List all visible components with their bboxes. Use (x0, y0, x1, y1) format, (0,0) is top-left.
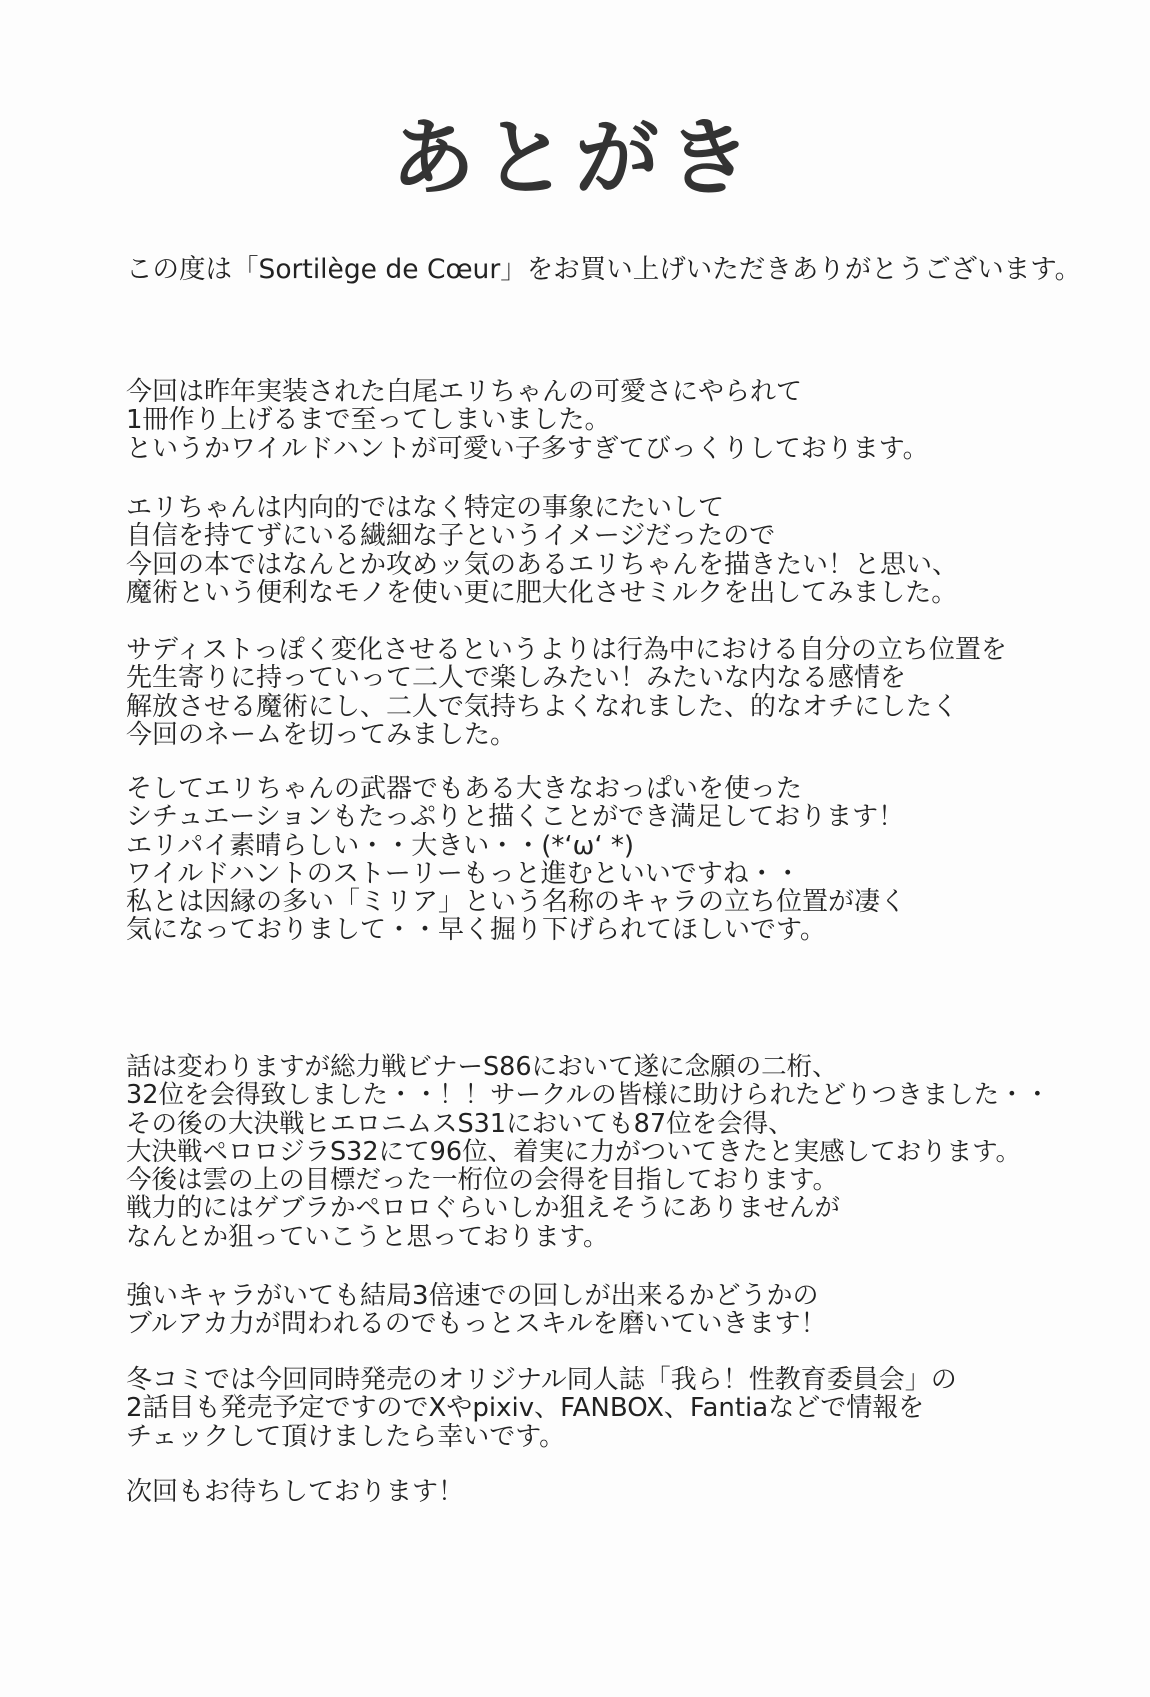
text-line: 話は変わりますが総力戦ビナーS86において遂に念願の二桁、 (126, 1052, 838, 1082)
text-line: 大決戦ペロロジラS32にて96位、着実に力がついてきたと実感しております。 (126, 1136, 1022, 1167)
text-line: 1冊作り上げるまで至ってしまいました。 (126, 405, 611, 436)
page-title: あとがき (390, 109, 759, 207)
text-line: そしてエリちゃんの武器でもある大きなおっぱいを使った (126, 774, 803, 804)
text-line: エリちゃんは内向的ではなく特定の事象にたいして (126, 493, 725, 523)
text-line: ワイルドハントのストーリーもっと進むといいですね・・ (126, 858, 801, 889)
text-line: サディストっぽく変化させるというよりは行為中における自分の立ち位置を (126, 635, 1007, 665)
text-line: 2話目も発売予定ですのでXやpixiv、FANBOX、Fantiaなどで情報を (126, 1393, 925, 1424)
text-line: 次回もお待ちしております！ (126, 1477, 465, 1507)
paragraph-5 (126, 1053, 1050, 1251)
text-line: 32位を会得致しました・・！！サークルの皆様に助けられたどりつきました・・ (126, 1080, 1051, 1111)
text-line: 気になっておりまして・・早く掘り下げられてほしいです。 (126, 915, 826, 946)
text-line: 解放させる魔術にし、二人で気持ちよくなれました、的なオチにしたく (126, 691, 959, 722)
paragraph-2 (126, 494, 958, 607)
text-line: ブルアカ力が問われるのでもっとスキルを磨いていきます！ (126, 1309, 827, 1340)
paragraph-6 (126, 1282, 826, 1339)
text-line: チェックして頂けましたら幸いです。 (126, 1421, 566, 1452)
closing-paragraph (126, 1478, 464, 1506)
text-line: なんとか狙っていこうと思っております。 (126, 1221, 609, 1252)
text-line: 魔術という便利なモノを使い更に肥大化させミルクを出してみました。 (126, 577, 958, 608)
intro-paragraph (126, 256, 1081, 284)
paragraph-7 (126, 1366, 957, 1451)
text-line: シチュエーションもたっぷりと描くことができ満足しております！ (126, 802, 905, 833)
text-line: 今回の本ではなんとか攻めッ気のあるエリちゃんを描きたい！と思い、 (126, 549, 959, 580)
text-line: 私とは因縁の多い「ミリア」という名称のキャラの立ち位置が凄く (126, 887, 907, 918)
paragraph-3 (126, 636, 1007, 749)
text-line: 先生寄りに持っていって二人で楽しみたい！みたいな内なる感情を (126, 663, 907, 694)
paragraph-1 (126, 378, 929, 463)
text-line: 今回のネームを切ってみました。 (126, 719, 517, 750)
text-line: 自信を持てずにいる繊細な子というイメージだったので (126, 521, 776, 552)
text-line: 今後は雲の上の目標だった一桁位の会得を目指しております。 (126, 1165, 838, 1196)
text-line: 強いキャラがいても結局3倍速での回しが出来るかどうかの (126, 1281, 819, 1311)
text-line: 冬コミでは今回同時発売のオリジナル同人誌「我ら！性教育委員会」の (126, 1365, 957, 1395)
text-line: 今回は昨年実装された白尾エリちゃんの可愛さにやられて (126, 377, 803, 407)
intro-line: この度は「Sortilège de Cœur」をお買い上げいただきありがとうございます。 (126, 254, 1082, 285)
text-line: 戦力的にはゲブラかペロロぐらいしか狙えそうにありませんが (126, 1193, 841, 1224)
paragraph-4 (126, 775, 906, 945)
text-line: エリパイ素晴らしい・・大きい・・(*‘ω‘ *) (126, 830, 635, 861)
text-line: というかワイルドハントが可愛い子多すぎてびっくりしております。 (126, 433, 929, 464)
text-line: その後の大決戦ヒエロニムスS31においても87位を会得、 (126, 1108, 794, 1139)
